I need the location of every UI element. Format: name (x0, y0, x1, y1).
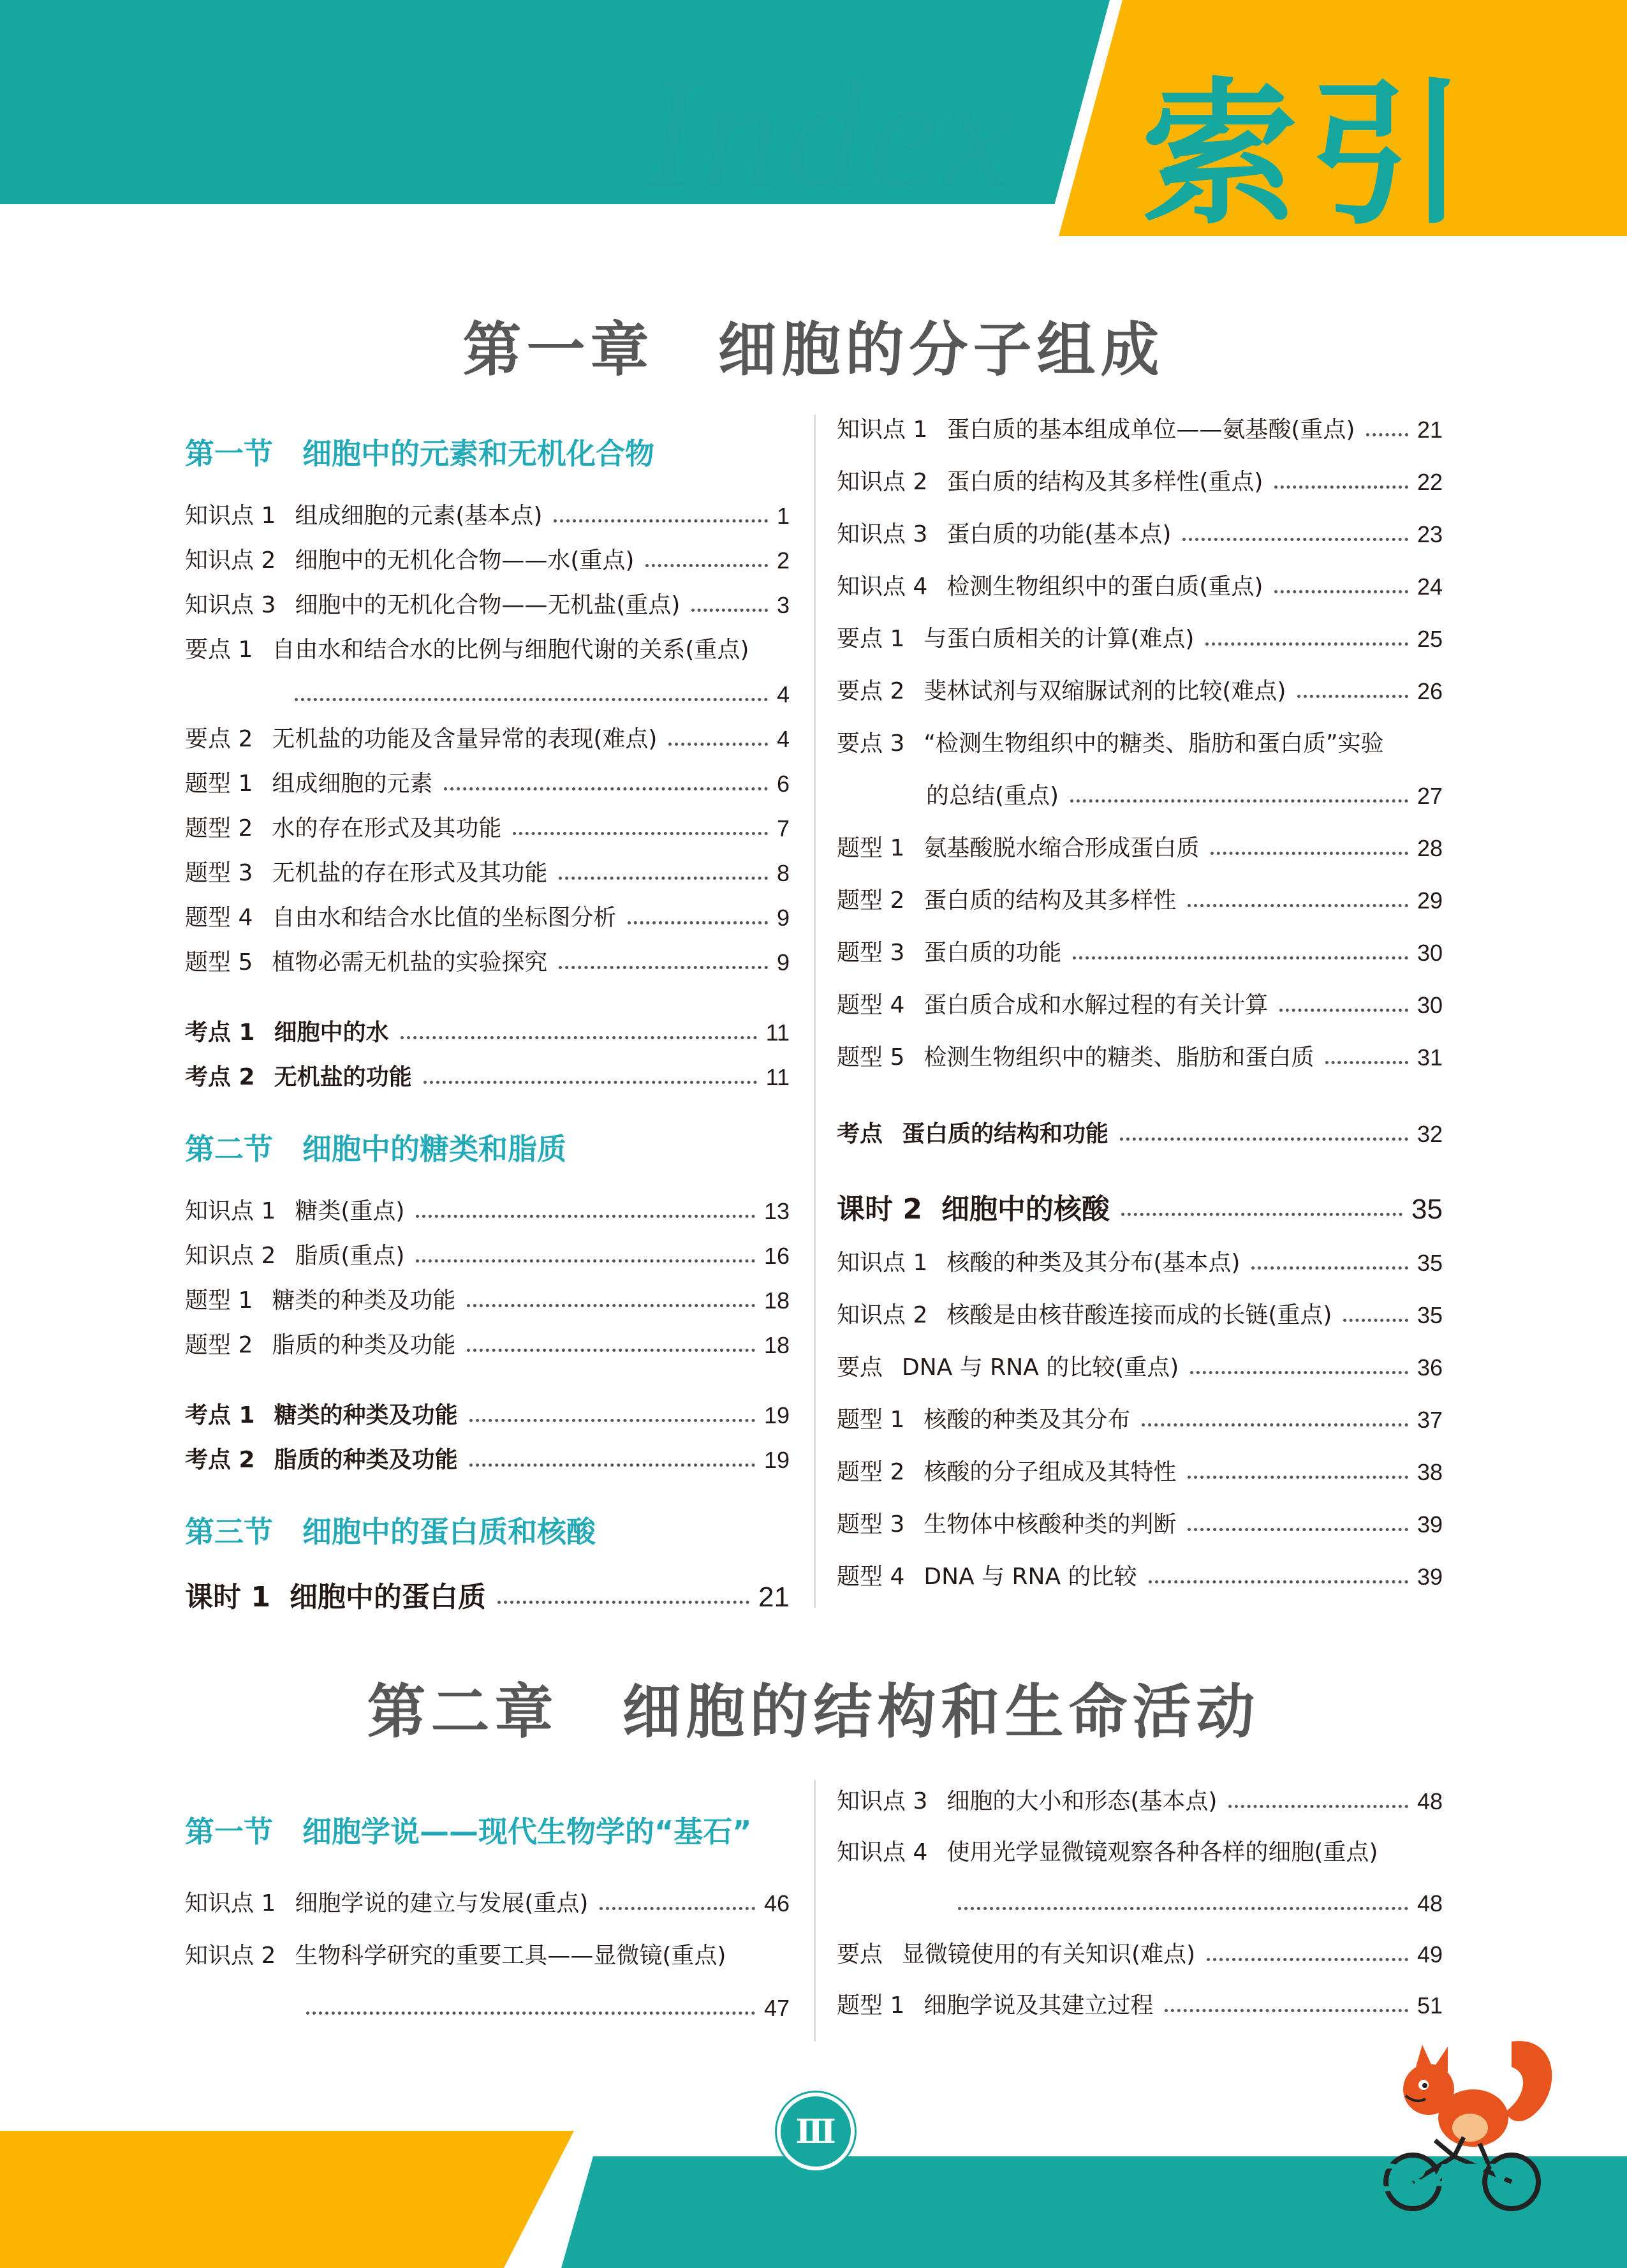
entry-title: 氨基酸脱水缩合形成蛋白质 (924, 835, 1200, 861)
entry-title: 蛋白质的功能(基本点) (946, 521, 1172, 547)
entry-label: 知识点 1 (837, 417, 928, 443)
entry-label: 知识点 3 (185, 592, 276, 618)
entry-label: 知识点 2 (185, 1943, 276, 1969)
entry-label: 要点 1 (837, 626, 905, 652)
entry-page: 29 (1417, 887, 1443, 914)
entry-page: 7 (776, 815, 790, 841)
leader-dots (600, 1907, 755, 1910)
entry-label: 题型 1 (837, 1992, 905, 2019)
column-divider (814, 415, 816, 1608)
entry-page: 18 (763, 1287, 790, 1314)
entry-label: 课时 1 (185, 1581, 270, 1613)
entry-label: 考点 (837, 1121, 883, 1147)
entry-page: 46 (763, 1890, 790, 1916)
section-heading: 第二节 细胞中的糖类和脂质 (185, 1132, 566, 1166)
toc-entry[interactable] (837, 1984, 1443, 2020)
entry-title: 核酸的种类及其分布 (924, 1407, 1131, 1433)
entry-page: 3 (776, 592, 790, 618)
entry-page: 48 (1417, 1788, 1443, 1814)
entry-title: 细胞学说及其建立过程 (924, 1992, 1154, 2019)
entry-page: 16 (763, 1243, 790, 1269)
entry-title: 检测生物组织中的蛋白质(重点) (946, 574, 1263, 600)
header-index-word: Index (644, 45, 1018, 222)
entry-label: 要点 (837, 1354, 883, 1381)
entry-title: 核酸是由核苷酸连接而成的长链(重点) (946, 1302, 1332, 1328)
entry-title: 生物科学研究的重要工具——显微镜(重点) (295, 1943, 726, 1969)
entry-title: 细胞学说的建立与发展(重点) (295, 1890, 589, 1916)
entry-page: 4 (776, 726, 790, 752)
entry-page: 23 (1417, 521, 1443, 547)
entry-title: 无机盐的存在形式及其功能 (272, 860, 548, 886)
entry-page: 19 (763, 1402, 790, 1428)
entry-page: 18 (763, 1332, 790, 1358)
entry-title-continued: 的总结(重点) (926, 783, 1059, 809)
chapter-2-right-column (837, 0, 1443, 2268)
entry-label: 知识点 3 (837, 1788, 928, 1814)
entry-title: 蛋白质合成和水解过程的有关计算 (924, 992, 1269, 1018)
entry-title: 使用光学显微镜观察各种各样的细胞(重点) (946, 1839, 1378, 1865)
entry-label: 题型 1 (837, 835, 905, 861)
column-divider (814, 1780, 816, 2042)
entry-title: 脂质(重点) (295, 1243, 405, 1269)
entry-page: 39 (1417, 1564, 1443, 1590)
entry-title: 水的存在形式及其功能 (272, 815, 502, 841)
entry-title: 无机盐的功能 (274, 1064, 412, 1090)
entry-label: 知识点 4 (837, 1839, 928, 1865)
entry-label: 题型 2 (185, 815, 253, 841)
entry-label: 题型 1 (837, 1407, 905, 1433)
entry-label: 题型 5 (185, 949, 253, 975)
entry-page: 4 (776, 681, 790, 708)
entry-page: 2 (776, 547, 790, 574)
entry-label: 题型 1 (185, 771, 253, 797)
entry-page: 37 (1417, 1407, 1443, 1433)
page-number-badge: Ⅲ (777, 2093, 855, 2170)
toc-entry[interactable] (185, 1934, 790, 1970)
entry-page: 49 (1417, 1941, 1443, 1968)
entry-page: 31 (1417, 1044, 1443, 1071)
entry-label: 题型 4 (837, 1564, 905, 1590)
chapter-1-title: 第一章 细胞的分子组成 (462, 315, 1165, 384)
entry-title: 糖类的种类及功能 (272, 1287, 456, 1314)
entry-page: 32 (1417, 1121, 1443, 1147)
entry-title: 核酸的种类及其分布(基本点) (946, 1250, 1240, 1276)
entry-page: 24 (1417, 574, 1443, 600)
entry-page: 25 (1417, 626, 1443, 652)
section-heading: 第一节 细胞中的元素和无机化合物 (185, 436, 654, 471)
entry-page: 39 (1417, 1511, 1443, 1538)
entry-label: 考点 2 (185, 1447, 255, 1473)
entry-page: 9 (776, 905, 790, 931)
entry-page: 21 (758, 1582, 790, 1613)
entry-title: 蛋白质的结构及其多样性 (924, 887, 1177, 914)
entry-title: 糖类的种类及功能 (274, 1402, 458, 1428)
entry-label: 题型 2 (185, 1332, 253, 1358)
entry-title: “检测生物组织中的糖类、脂肪和蛋白质”实验 (924, 730, 1384, 757)
entry-title: 细胞中的水 (274, 1019, 389, 1046)
toc-entry[interactable] (185, 1882, 790, 1918)
entry-title: 细胞中的无机化合物——水(重点) (295, 547, 635, 574)
entry-label: 考点 1 (185, 1402, 255, 1428)
entry-title: 蛋白质的结构及其多样性(重点) (946, 469, 1263, 495)
header-title: 索引 (1142, 64, 1477, 246)
entry-label: 考点 1 (185, 1019, 255, 1046)
entry-title: 脂质的种类及功能 (272, 1332, 456, 1358)
entry-page: 21 (1417, 417, 1443, 443)
entry-title: 显微镜使用的有关知识(难点) (902, 1941, 1196, 1968)
entry-title: 植物必需无机盐的实验探究 (272, 949, 548, 975)
entry-title: 糖类(重点) (295, 1198, 405, 1224)
entry-title: DNA 与 RNA 的比较(重点) (902, 1354, 1179, 1381)
entry-label: 知识点 2 (185, 1243, 276, 1269)
entry-label: 要点 1 (185, 637, 253, 663)
entry-page: 47 (763, 1995, 790, 2021)
toc-entry[interactable] (837, 1933, 1443, 1969)
entry-title: 细胞的大小和形态(基本点) (946, 1788, 1218, 1814)
entry-label: 考点 2 (185, 1064, 255, 1090)
entry-title: 细胞中的无机化合物——无机盐(重点) (295, 592, 681, 618)
entry-title: 自由水和结合水的比例与细胞代谢的关系(重点) (272, 637, 749, 663)
leader-dots (1207, 1958, 1408, 1961)
entry-label: 知识点 2 (837, 469, 928, 495)
entry-page: 30 (1417, 992, 1443, 1018)
entry-title: DNA 与 RNA 的比较 (924, 1564, 1137, 1590)
entry-label: 题型 2 (837, 887, 905, 914)
leader-dots (1165, 2009, 1408, 2012)
entry-label: 要点 (837, 1941, 883, 1968)
entry-page: 22 (1417, 469, 1443, 495)
entry-label: 要点 2 (837, 678, 905, 704)
entry-page: 19 (763, 1447, 790, 1473)
entry-page: 11 (765, 1064, 790, 1090)
entry-title: 与蛋白质相关的计算(难点) (924, 626, 1195, 652)
entry-label: 知识点 1 (185, 1198, 276, 1224)
entry-label: 知识点 2 (837, 1302, 928, 1328)
entry-title: 蛋白质的功能 (924, 940, 1062, 966)
entry-label: 题型 3 (837, 940, 905, 966)
entry-label: 题型 5 (837, 1044, 905, 1071)
entry-label: 知识点 1 (837, 1250, 928, 1276)
entry-label: 题型 4 (185, 905, 253, 931)
entry-page: 8 (776, 860, 790, 886)
entry-page: 30 (1417, 940, 1443, 966)
toc-entry[interactable] (837, 1831, 1443, 1867)
entry-label: 课时 2 (837, 1193, 922, 1226)
entry-page: 26 (1417, 678, 1443, 704)
entry-label: 题型 2 (837, 1459, 905, 1485)
entry-label: 知识点 2 (185, 547, 276, 574)
entry-page: 13 (763, 1198, 790, 1224)
entry-page: 38 (1417, 1459, 1443, 1485)
entry-page: 35 (1417, 1250, 1443, 1276)
entry-title: 生物体中核酸种类的判断 (924, 1511, 1177, 1538)
toc-entry[interactable] (837, 1780, 1443, 1816)
entry-label: 知识点 1 (185, 1890, 276, 1916)
chapter-2-title: 第二章 细胞的结构和生命活动 (367, 1677, 1260, 1746)
entry-page: 9 (776, 949, 790, 975)
entry-title: 脂质的种类及功能 (274, 1447, 458, 1473)
toc-entry-continuation[interactable] (958, 1882, 1443, 1918)
entry-label: 题型 3 (837, 1511, 905, 1538)
entry-title: 蛋白质的结构和功能 (902, 1121, 1109, 1147)
entry-label: 要点 2 (185, 726, 253, 752)
leader-dots (958, 1907, 1408, 1910)
entry-title: 组成细胞的元素(基本点) (295, 503, 543, 529)
entry-title: 自由水和结合水比值的坐标图分析 (272, 905, 617, 931)
section-heading: 第一节 细胞学说——现代生物学的“基石” (185, 1814, 752, 1849)
entry-label: 知识点 3 (837, 521, 928, 547)
entry-title: 无机盐的功能及含量异常的表现(难点) (272, 726, 658, 752)
section-heading: 第三节 细胞中的蛋白质和核酸 (185, 1515, 596, 1549)
leader-dots (1228, 1805, 1408, 1808)
entry-title: 蛋白质的基本组成单位——氨基酸(重点) (946, 417, 1355, 443)
entry-page: 27 (1417, 783, 1443, 809)
entry-page: 48 (1417, 1890, 1443, 1916)
entry-page: 1 (776, 503, 790, 529)
entry-label: 题型 1 (185, 1287, 253, 1314)
entry-label: 知识点 1 (185, 503, 276, 529)
entry-title: 细胞中的蛋白质 (289, 1581, 486, 1613)
entry-page: 36 (1417, 1354, 1443, 1381)
entry-title: 细胞中的核酸 (941, 1193, 1110, 1226)
mascot-caption: CRAZY (1371, 2156, 1516, 2200)
entry-page: 6 (776, 771, 790, 797)
entry-title: 斐林试剂与双缩脲试剂的比较(难点) (924, 678, 1286, 704)
leader-dots (306, 2012, 755, 2015)
entry-title: 组成细胞的元素 (272, 771, 433, 797)
entry-title: 检测生物组织中的糖类、脂肪和蛋白质 (924, 1044, 1314, 1071)
entry-label: 题型 4 (837, 992, 905, 1018)
chapter-2-left-column (185, 0, 790, 2268)
entry-page: 28 (1417, 835, 1443, 861)
entry-page: 35 (1411, 1194, 1443, 1225)
entry-label: 要点 3 (837, 730, 905, 757)
entry-label: 知识点 4 (837, 574, 928, 600)
entry-title: 核酸的分子组成及其特性 (924, 1459, 1177, 1485)
entry-page: 51 (1417, 1992, 1443, 2019)
toc-entry-continuation[interactable] (306, 1987, 790, 2022)
entry-label: 题型 3 (185, 860, 253, 886)
entry-page: 11 (765, 1019, 790, 1046)
entry-page: 35 (1417, 1302, 1443, 1328)
